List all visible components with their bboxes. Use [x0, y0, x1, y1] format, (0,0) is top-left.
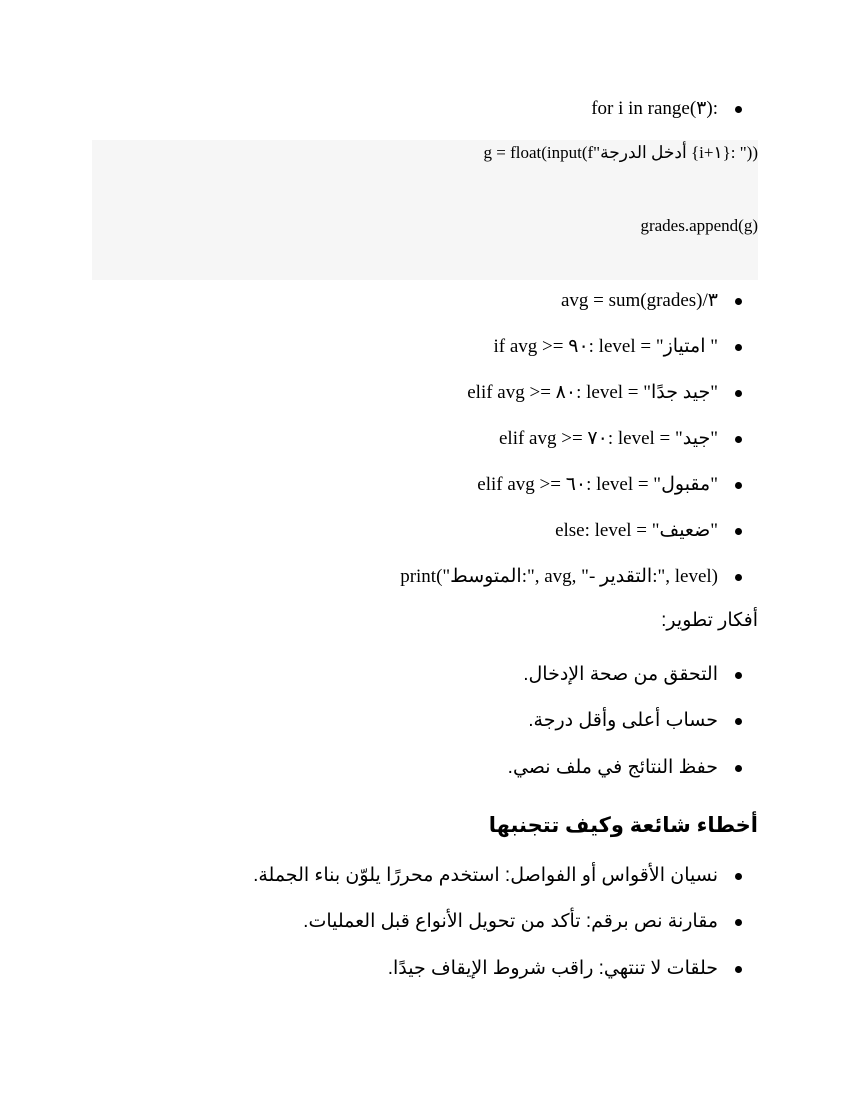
bullet-dot	[735, 672, 742, 679]
ideas-item: حفظ النتائج في ملف نصي.	[507, 757, 718, 778]
code-bullet-else: else: level = "ضعيف"	[555, 520, 718, 541]
bullet-dot	[735, 482, 742, 489]
code-bullet-for-loop: for i in range(٣):	[591, 98, 718, 119]
ideas-heading: أفكار تطوير:	[661, 610, 758, 631]
mistakes-heading: أخطاء شائعة وكيف تتجنبها	[488, 814, 758, 837]
ideas-item: التحقق من صحة الإدخال.	[523, 664, 718, 685]
bullet-dot	[735, 765, 742, 772]
bullet-dot	[735, 966, 742, 973]
code-bullet-elif-80: elif avg >= ٨٠: level = "جيد جدًا"	[467, 382, 718, 403]
code-line-append: grades.append(g)	[640, 216, 758, 235]
ideas-item: حساب أعلى وأقل درجة.	[528, 710, 718, 731]
bullet-dot	[735, 718, 742, 725]
bullet-dot	[735, 106, 742, 113]
mistakes-item: نسيان الأقواس أو الفواصل: استخدم محررًا يلوّن بناء الجملة.	[253, 865, 718, 886]
code-bullet-elif-60: elif avg >= ٦٠: level = "مقبول"	[477, 474, 718, 495]
bullet-dot	[735, 298, 742, 305]
mistakes-item: مقارنة نص برقم: تأكد من تحويل الأنواع قبل العمليات.	[303, 911, 718, 932]
bullet-dot	[735, 873, 742, 880]
bullet-dot	[735, 574, 742, 581]
mistakes-item: حلقات لا تنتهي: راقب شروط الإيقاف جيدًا.	[387, 958, 718, 979]
code-block	[92, 140, 758, 280]
code-line-input: g = float(input(f"أدخل الدرجة {i+١}: "))	[483, 143, 758, 162]
bullet-dot	[735, 528, 742, 535]
bullet-dot	[735, 919, 742, 926]
bullet-dot	[735, 436, 742, 443]
bullet-dot	[735, 344, 742, 351]
code-bullet-print: print("المتوسط:", avg, "- التقدير:", level)	[400, 566, 718, 587]
code-bullet-avg: avg = sum(grades)/٣	[560, 290, 718, 311]
code-bullet-if-90: if avg >= ٩٠: level = "امتياز "	[493, 336, 718, 357]
code-bullet-elif-70: elif avg >= ٧٠: level = "جيد"	[498, 428, 718, 449]
bullet-dot	[735, 390, 742, 397]
